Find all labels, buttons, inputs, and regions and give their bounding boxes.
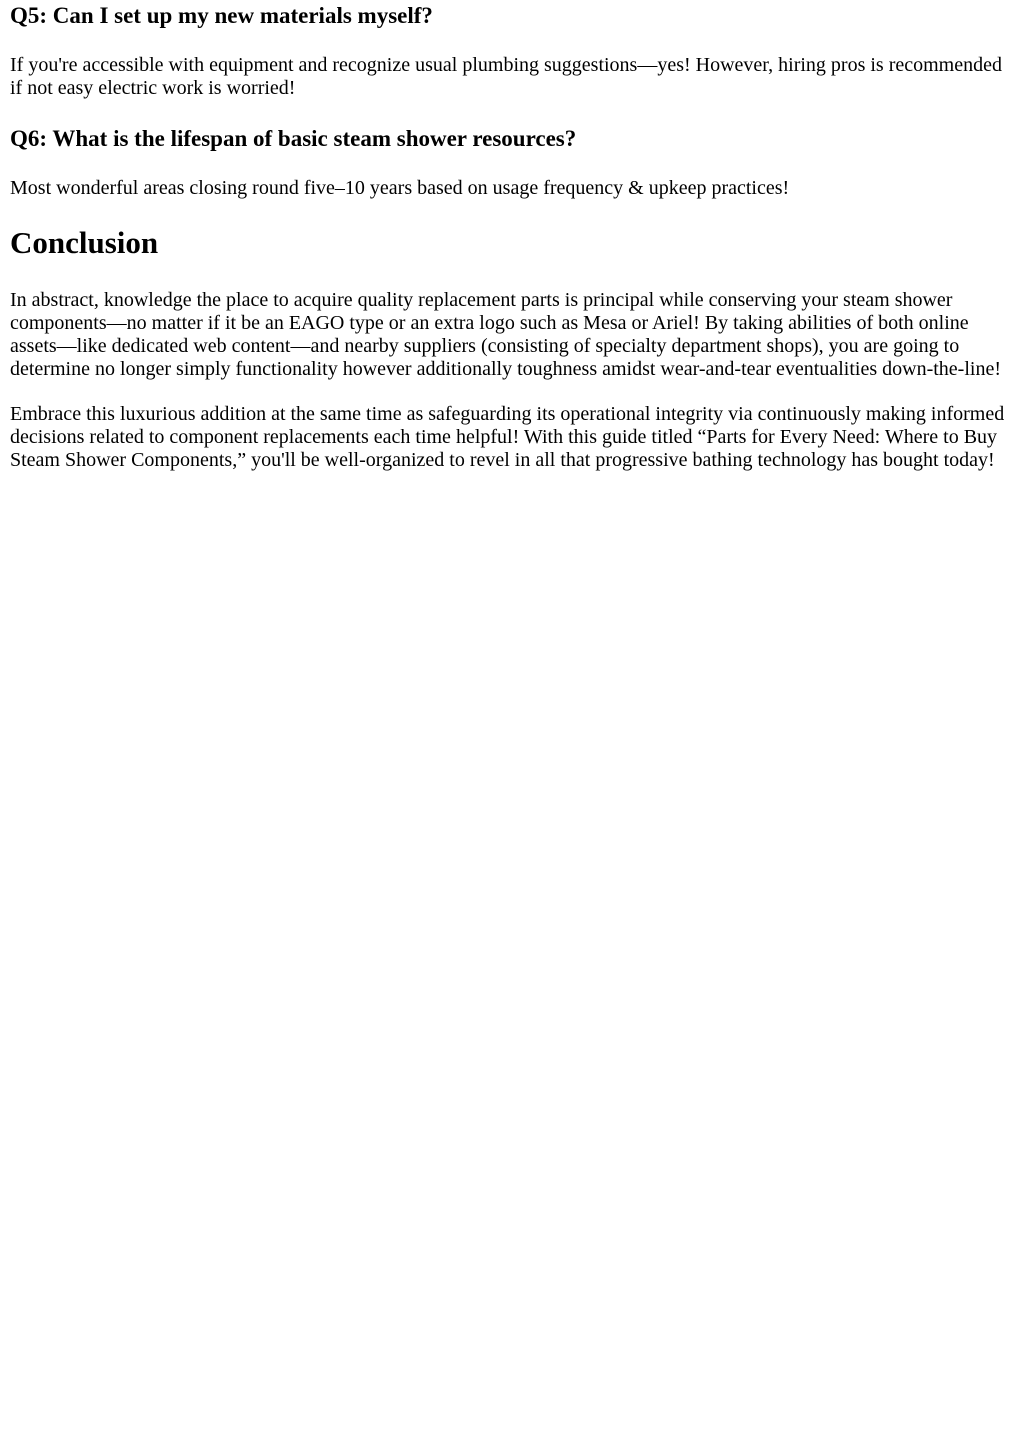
faq-answer-q6: Most wonderful areas closing round five–10 years based on usage frequency & upkeep practices! <box>10 177 790 199</box>
faq-item-q5 <box>10 0 1014 100</box>
faq-question-q5: Q5: Can I set up my new materials myself? <box>10 3 433 28</box>
faq-question-q6: Q6: What is the lifespan of basic steam shower resources? <box>10 126 577 151</box>
conclusion-heading: Conclusion <box>10 225 159 260</box>
faq-item-q6 <box>10 125 1014 200</box>
faq-answer-q5: If you're accessible with equipment and recognize usual plumbing suggestions—yes! However, hiring pros is recommended if not easy electric work is worried! <box>10 54 1002 99</box>
conclusion-paragraph-2: Embrace this luxurious addition at the same time as safeguarding its operational integrity via continuously making informed decisions related to component replacements each time helpful! With this guide titled “Parts for Every Need: Where to Buy Steam Shower Components,” you'll be well-organized to revel in all that progressive bathing technology has bought today! <box>10 403 1005 471</box>
article-content <box>0 0 1024 472</box>
conclusion-section <box>10 225 1014 472</box>
conclusion-paragraph-1: In abstract, knowledge the place to acquire quality replacement parts is principal while conserving your steam shower components—no matter if it be an EAGO type or an extra logo such as Mesa or Ariel! By taking abilities of both online assets—like dedicated web content—and nearby suppliers (consisting of specialty department shops), you are going to determine no longer simply functionality however additionally toughness amidst wear-and-tear eventualities down-the-line! <box>10 289 1001 380</box>
